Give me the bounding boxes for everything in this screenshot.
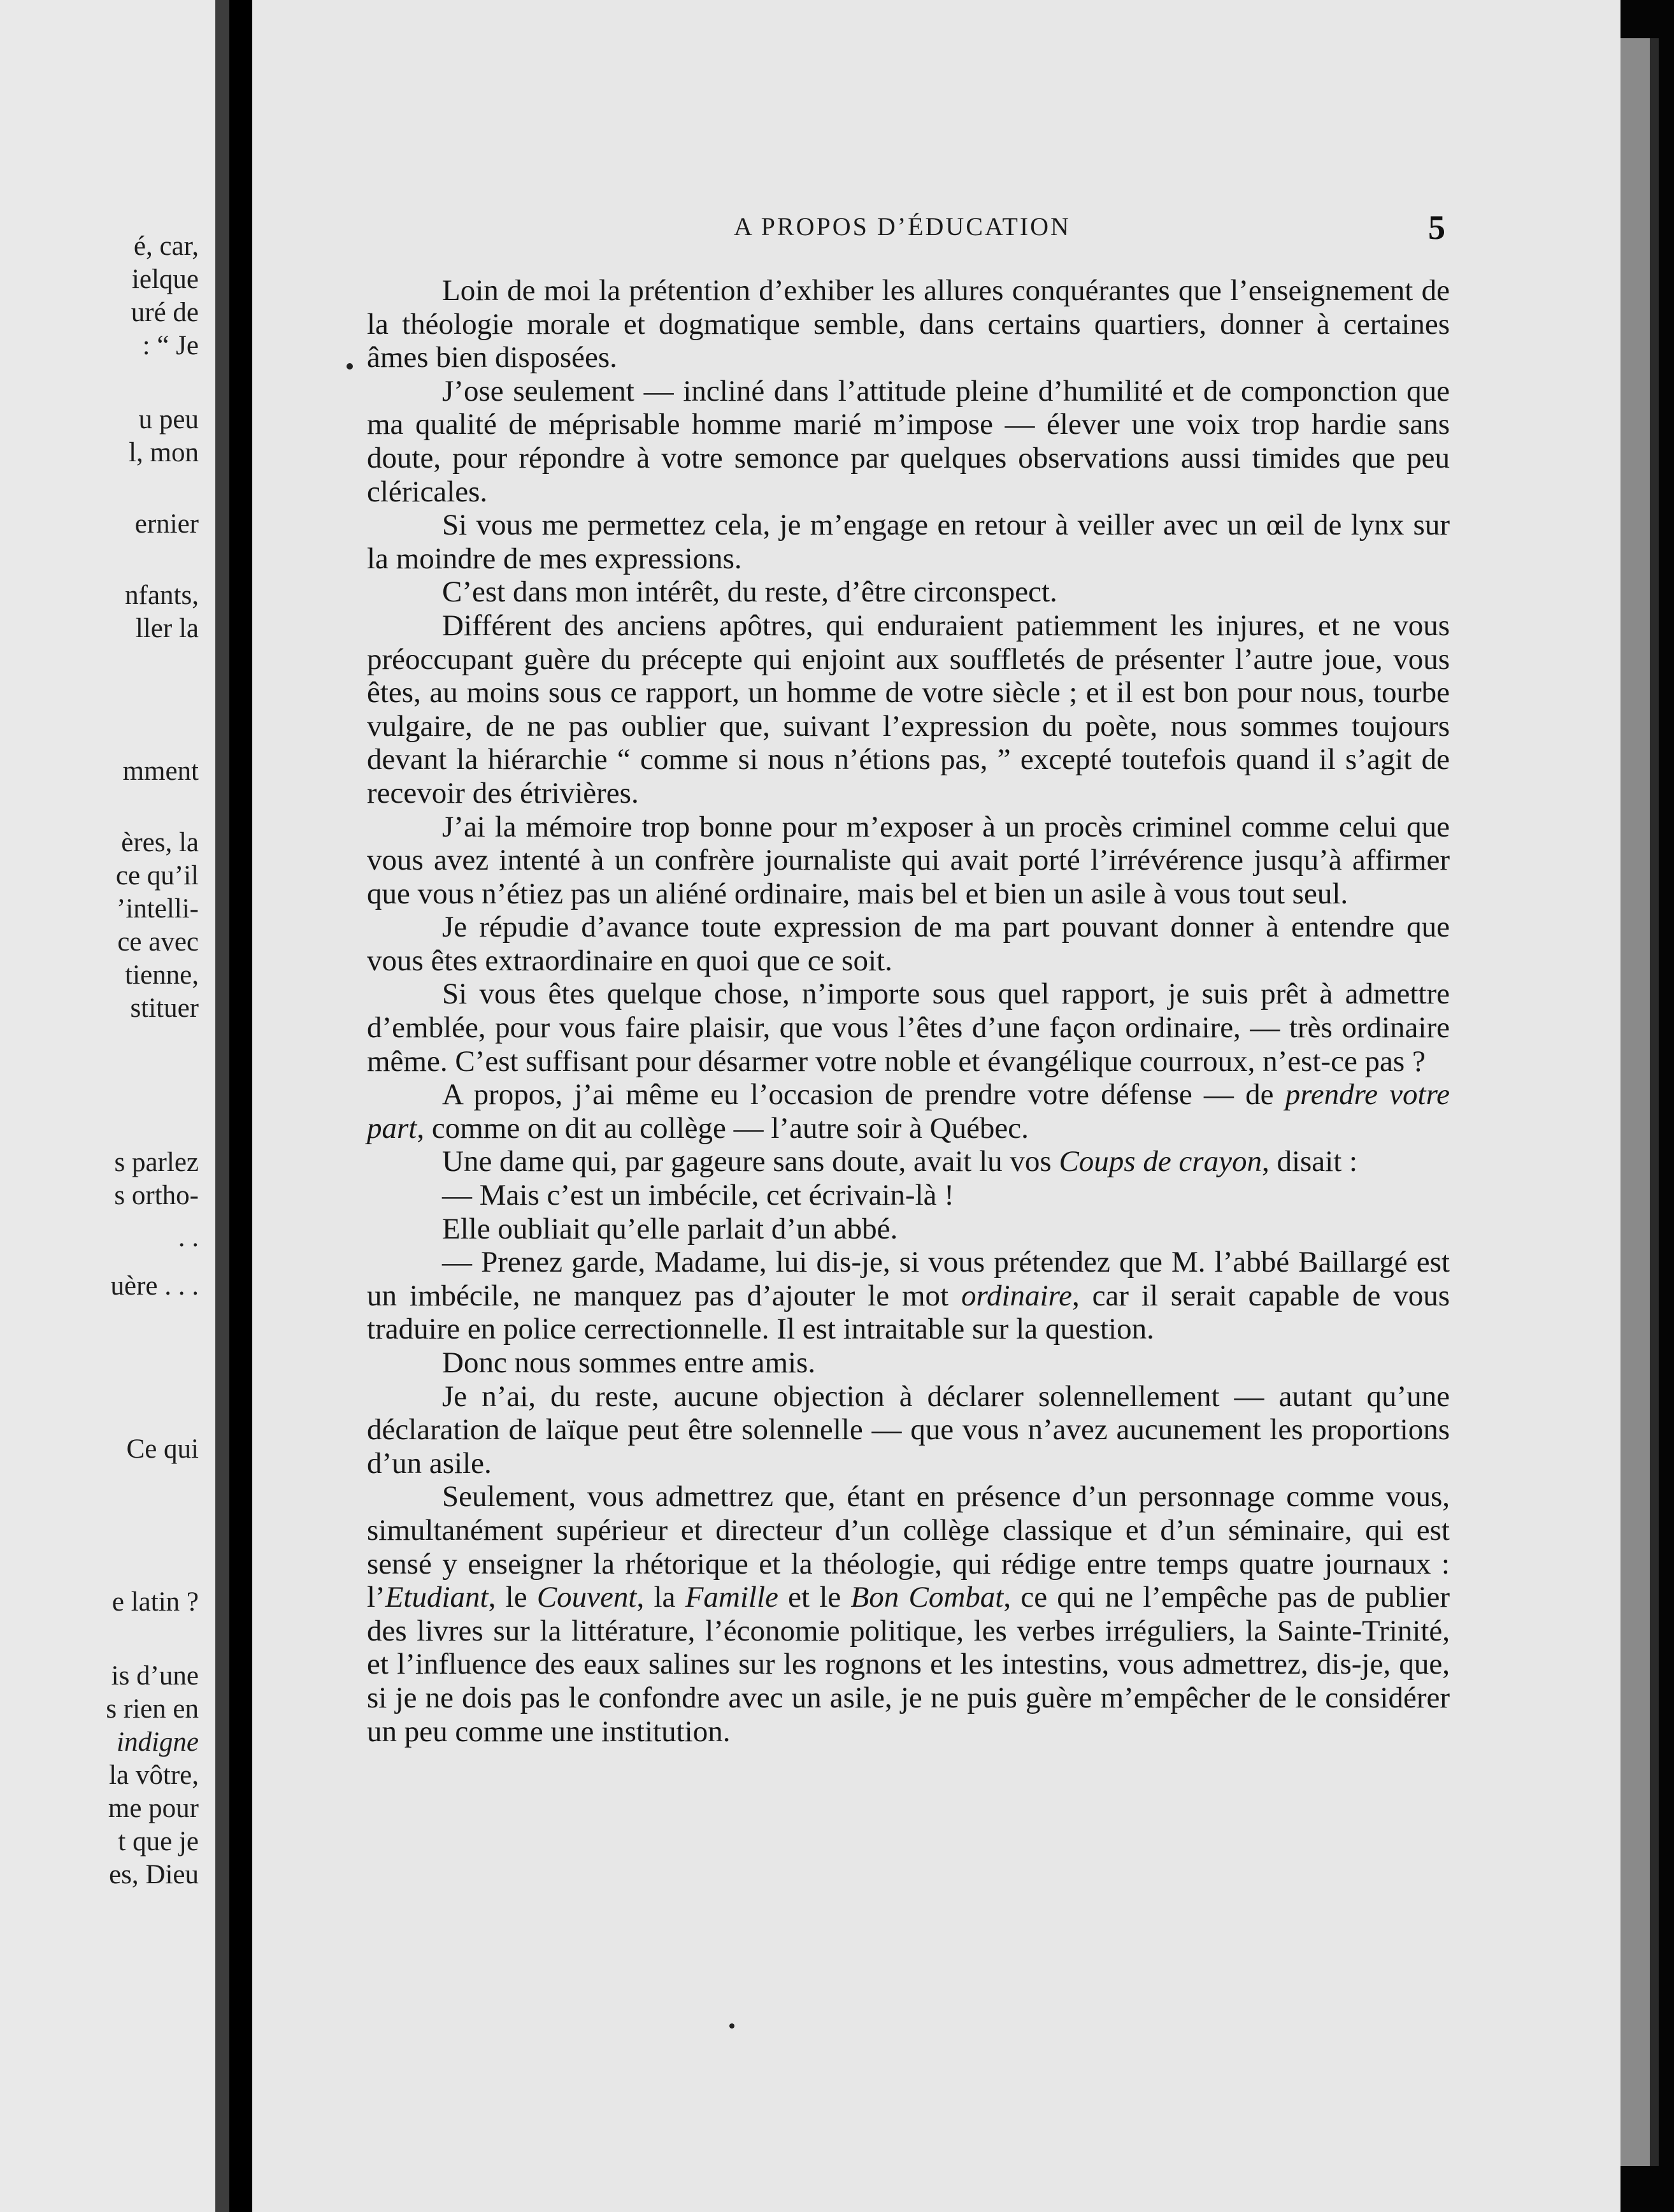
page-number: 5 — [1428, 208, 1445, 247]
text-run: — Prenez garde, Madame, lui dis-je, si vous prétendez que M. l’abbé Baillargé est un imbécile, ne manquez pas d’ajouter le mot — [367, 1246, 1450, 1312]
paragraph — [367, 1179, 1450, 1212]
text-run: J’ai la mémoire trop bonne pour m’exposer à un procès criminel comme celui que vous avez intenté à un confrère journaliste qui avait porté l’irrévérence jusqu’à affirmer que vous n’étiez pas un aliéné ordinaire, mais bel et bien un asile à vous tout seul. — [367, 810, 1450, 910]
paragraph — [367, 1480, 1450, 1748]
text-run: Loin de moi la prétention d’exhiber les allures conquérantes que l’enseignement de la théologie morale et dogmatique semble, dans certains quartiers, donner à certaines âmes bien disposées. — [367, 274, 1450, 375]
left-page-line: l, mon — [129, 438, 199, 468]
left-page-line: ’intelli- — [117, 894, 199, 924]
left-page-line: t que je — [118, 1827, 199, 1856]
binding-shadow — [215, 0, 229, 2212]
left-page-line: nfants, — [125, 580, 199, 610]
left-page-line: s rien en — [106, 1694, 199, 1724]
left-page-line: uré de — [131, 298, 199, 327]
text-run: Donc nous sommes entre amis. — [442, 1346, 816, 1379]
text-run: Si vous êtes quelque chose, n’importe sous quel rapport, je suis prêt à admettre d’emblée, pour vous faire plaisir, que vous l’êtes d’une façon ordinaire, — très ordinaire même. C’est suffisant pour désarmer votre noble et évangélique courroux, n’est-ce pas ? — [367, 977, 1450, 1078]
text-run: , comme on dit au collège — l’autre soir à Québec. — [417, 1111, 1029, 1145]
text-run: A propos, j’ai même eu l’occasion de prendre votre défense — de — [442, 1078, 1285, 1112]
left-page-line: . . — [178, 1223, 199, 1253]
left-page-line: ce qu’il — [115, 861, 199, 891]
paragraph — [367, 575, 1450, 609]
paragraph — [367, 1246, 1450, 1346]
body-text — [367, 274, 1450, 1748]
text-run: , la — [636, 1581, 685, 1614]
page-edge — [1620, 38, 1650, 2166]
left-page-line: mment — [122, 756, 199, 786]
text-run: J’ose seulement — incliné dans l’attitude pleine d’humilité et de componction que ma qualité de méprisable homme marié m’impose — élever une voix trop hardie sans doute, pour répondre à votre semonce par quelques observations aussi timides que peu cléricales. — [367, 374, 1450, 508]
left-page-line: stituer — [130, 993, 199, 1023]
paragraph — [367, 1078, 1450, 1145]
page-edge-shadow — [1650, 38, 1659, 2166]
left-page-line: u peu — [138, 405, 199, 434]
left-page-line: é, car, — [133, 231, 199, 261]
binding-gutter — [229, 0, 252, 2212]
left-page-line: ielque — [131, 264, 199, 294]
left-page-line: es, Dieu — [109, 1860, 199, 1890]
italic-text: Bon Combat — [850, 1581, 1004, 1614]
text-run: C’est dans mon intérêt, du reste, d’être circonspect. — [442, 575, 1057, 609]
italic-text: prendre votre part — [367, 1078, 1450, 1145]
margin-mark — [347, 363, 353, 370]
text-run: , ce qui ne l’empêche pas de publier des livres sur la littérature, l’économie politique, les verbes irréguliers, la Sainte-Trinité, et l’influence des eaux salines sur les rognons et les intestins, vous admettrez, dis-je, que, si je ne dois pas le confondre avec un asile, je ne puis guère m’empêcher de le considérer un peu comme une institution. — [367, 1581, 1450, 1748]
paragraph — [367, 1145, 1450, 1179]
text-run: Si vous me permettez cela, je m’engage en retour à veiller avec un œil de lynx sur la moindre de mes expressions. — [367, 508, 1450, 575]
paragraph — [367, 375, 1450, 508]
left-page-line: is d’une — [111, 1661, 199, 1691]
italic-text: Coups de crayon — [1059, 1145, 1262, 1179]
left-page-line: ce avec — [117, 927, 199, 957]
left-page-line: indigne — [117, 1727, 199, 1757]
paragraph — [367, 1380, 1450, 1481]
text-run: et le — [778, 1581, 851, 1614]
left-page-line: tienne, — [125, 960, 199, 990]
paragraph — [367, 1212, 1450, 1246]
left-page-line: uère . . . — [110, 1271, 199, 1301]
previous-page-fragment — [0, 0, 215, 2212]
text-run: — Mais c’est un imbécile, cet écrivain-là ! — [442, 1179, 954, 1212]
left-page-line: Ce qui — [126, 1434, 199, 1464]
text-run: , disait : — [1261, 1145, 1358, 1179]
italic-text: ordinaire — [961, 1279, 1073, 1312]
paragraph — [367, 1346, 1450, 1380]
left-page-line: ères, la — [121, 828, 199, 858]
ink-speck — [729, 2023, 734, 2029]
left-page-line: : “ Je — [142, 331, 199, 361]
italic-text: Couvent — [536, 1581, 637, 1614]
paragraph — [367, 508, 1450, 575]
left-page-line: e latin ? — [111, 1587, 199, 1617]
paragraph — [367, 609, 1450, 810]
text-run: Elle oubliait qu’elle parlait d’un abbé. — [442, 1212, 898, 1246]
text-run: Différent des anciens apôtres, qui enduraient patiemment les injures, et ne vous préoccupant guère du précepte qui enjoint aux souffletés de présenter l’autre joue, vous êtes, au moins sous ce rapport, un homme de votre siècle ; et il est bon pour nous, tourbe vulgaire, de ne pas oublier que, suivant l’expression du poète, nous sommes toujours devant la hiérarchie “ comme si nous n’étions pas, ” excepté toutefois quand il s’agit de recevoir des étrivières. — [367, 608, 1450, 810]
left-page-line: s ortho- — [114, 1181, 199, 1210]
left-page-line: ernier — [134, 509, 199, 539]
paragraph — [367, 910, 1450, 977]
paragraph — [367, 274, 1450, 375]
left-page-line: me pour — [108, 1793, 199, 1823]
text-run: , le — [488, 1581, 537, 1614]
left-page-line: la vôtre, — [109, 1760, 199, 1790]
text-run: , car il serait capable de vous traduire en police cerrectionnelle. Il est intraitable sur la question. — [367, 1279, 1450, 1346]
text-run: Une dame qui, par gageure sans doute, avait lu vos — [442, 1145, 1059, 1179]
running-head: A PROPOS D’ÉDUCATION — [734, 212, 1071, 241]
paragraph — [367, 977, 1450, 1078]
text-run: Je n’ai, du reste, aucune objection à déclarer solennellement — autant qu’une déclaration de laïque peut être solennelle — que vous n’avez aucunement les proportions d’un asile. — [367, 1379, 1450, 1480]
left-page-line: ller la — [135, 614, 199, 643]
paragraph — [367, 810, 1450, 911]
italic-text: Famille — [685, 1581, 778, 1614]
text-run: Seulement, vous admettrez que, étant en présence d’un personnage comme vous, simultanément supérieur et directeur d’un collège classique et d’un séminaire, qui est sensé y enseigner la rhétorique et la théologie, qui rédige entre temps quatre journaux : l’ — [367, 1480, 1450, 1614]
italic-text: Etudiant — [385, 1581, 489, 1614]
text-run: Je répudie d’avance toute expression de ma part pouvant donner à entendre que vous êtes extraordinaire en quoi que ce soit. — [367, 910, 1450, 977]
left-page-line: s parlez — [114, 1147, 199, 1177]
